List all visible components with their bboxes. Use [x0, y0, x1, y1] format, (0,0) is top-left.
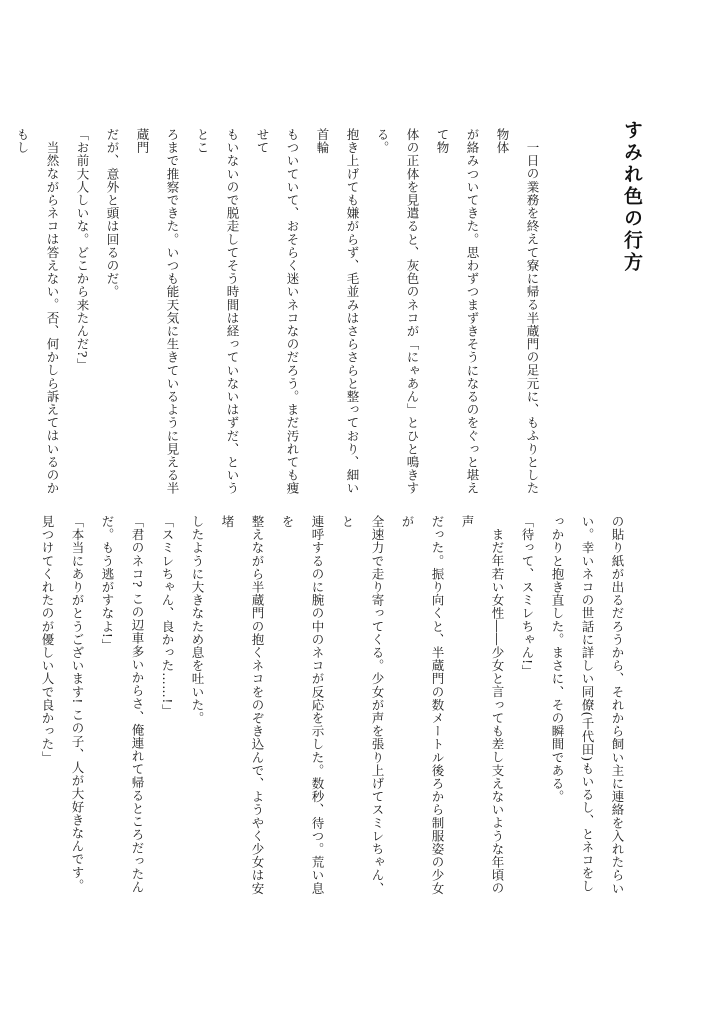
paragraph-narration: まだ年若い女性――少女と言っても差し支えないような年頃の声 だった。振り向くと、半蔵門の数メートル後ろから制服姿の少女が 全速力で走り寄ってくる。少女が声を張り上げてスミレちゃん、と 連呼するのに腕の中のネコが反応を示した。数秒、待つ。荒い息を 整えながら半蔵門の抱くネコをのぞき込んで、ようやく少女は安堵 したように大きなため息を吐いた。 [190, 515, 505, 895]
dialog-line: 「待って、スミレちゃん!」 [520, 515, 535, 678]
paragraph-narration: 当然ながらネコは答えない。否、何かしら訴えてはいるのかもし [15, 128, 60, 495]
upper-text-block [15, 128, 547, 498]
dialog-line: 「お前大人しいな。どこから来たんだ?」 [75, 128, 90, 372]
paragraph-opening: 一日の業務を終えて寮に帰る半蔵門の足元に、もふりとした物体 が絡みついてきた。思わずつまずきそうになるのをぐっと堪えて物 体の正体を見遣ると、灰色のネコが「にゃあん」とひと鳴きする。 抱き上げても嫌がらず、毛並みはさらさらと整っており、細い首輪 もついていて、おそらく迷いネコなのだろう。まだ汚れても痩せて もいないので脱走してそう時間は経っていないはずだ、というとこ ろまで推察できた。いつも能天気に生きているように見える半蔵門 だが、意外と頭は回るのだ。 [105, 128, 540, 495]
paragraph-continuation: の貼り紙が出るだろうから、それから飼い主に連絡を入れたらい い。幸いネコの世話に詳しい同僚(千代田)もいるし、とネコをし っかりと抱き直した。まさに、その瞬間である。 [550, 515, 625, 895]
dialog-line: 「本当にありがとうございます! この子、人が大好きなんです。 見つけてくれたのが優しい人で良かった」 [40, 515, 85, 892]
lower-text-block [40, 515, 632, 895]
dialog-line: 「スミレちゃん、良かった……!」 [160, 515, 175, 718]
story-title: すみれ色の行方 [621, 120, 643, 274]
dialog-line: 「君のネコ? この辺車多いからさ、俺連れて帰るところだったん だ。もう逃がすなよ!」 [100, 515, 145, 894]
